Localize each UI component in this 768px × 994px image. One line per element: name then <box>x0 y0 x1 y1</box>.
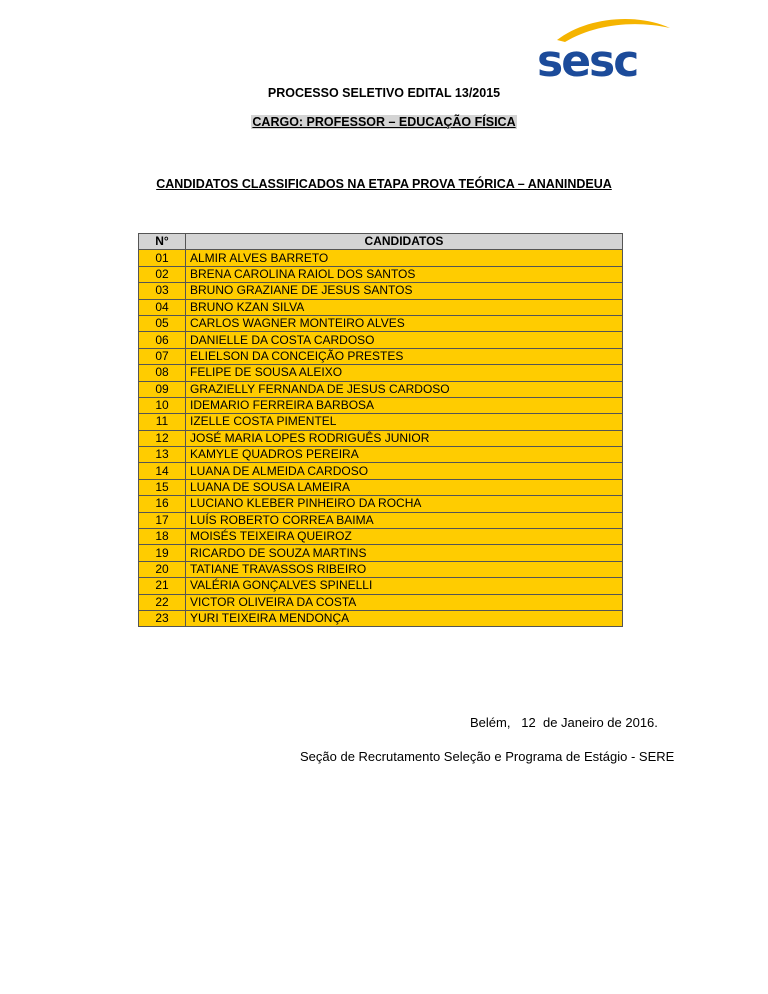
list-subtitle: CANDIDATOS CLASSIFICADOS NA ETAPA PROVA TEÓRICA – ANANINDEUA <box>156 177 612 191</box>
row-number: 21 <box>139 578 186 594</box>
candidate-name: LUANA DE ALMEIDA CARDOSO <box>186 463 623 479</box>
table-row <box>139 250 623 266</box>
candidate-name: ELIELSON DA CONCEIÇÃO PRESTES <box>186 348 623 364</box>
logo-text: sesc <box>537 36 638 84</box>
table-row <box>139 332 623 348</box>
candidate-name: VICTOR OLIVEIRA DA COSTA <box>186 594 623 610</box>
row-number: 03 <box>139 283 186 299</box>
table-body <box>139 250 623 627</box>
row-number: 14 <box>139 463 186 479</box>
candidate-name: LUANA DE SOUSA LAMEIRA <box>186 479 623 495</box>
table-row <box>139 299 623 315</box>
table-row <box>139 447 623 463</box>
candidate-name: LUCIANO KLEBER PINHEIRO DA ROCHA <box>186 496 623 512</box>
row-number: 16 <box>139 496 186 512</box>
row-number: 13 <box>139 447 186 463</box>
row-number: 02 <box>139 266 186 282</box>
candidate-name: ALMIR ALVES BARRETO <box>186 250 623 266</box>
row-number: 01 <box>139 250 186 266</box>
row-number: 19 <box>139 545 186 561</box>
row-number: 23 <box>139 610 186 626</box>
row-number: 12 <box>139 430 186 446</box>
table-row <box>139 610 623 626</box>
row-number: 15 <box>139 479 186 495</box>
sesc-logo <box>535 14 675 84</box>
row-number: 08 <box>139 365 186 381</box>
table-row <box>139 348 623 364</box>
table-header-row <box>139 234 623 250</box>
table-row <box>139 479 623 495</box>
row-number: 22 <box>139 594 186 610</box>
table-row <box>139 578 623 594</box>
row-number: 11 <box>139 414 186 430</box>
candidate-name: IDEMARIO FERREIRA BARBOSA <box>186 397 623 413</box>
col-candidates-header: CANDIDATOS <box>186 234 623 250</box>
table-row <box>139 512 623 528</box>
row-number: 04 <box>139 299 186 315</box>
row-number: 10 <box>139 397 186 413</box>
table-row <box>139 315 623 331</box>
candidate-name: RICARDO DE SOUZA MARTINS <box>186 545 623 561</box>
table-row <box>139 529 623 545</box>
section-signature: Seção de Recrutamento Seleção e Programa de Estágio - SERE <box>300 749 675 764</box>
table-row <box>139 381 623 397</box>
row-number: 06 <box>139 332 186 348</box>
table-row <box>139 283 623 299</box>
table-row <box>139 397 623 413</box>
candidate-name: BRENA CAROLINA RAIOL DOS SANTOS <box>186 266 623 282</box>
table-row <box>139 266 623 282</box>
candidate-name: VALÉRIA GONÇALVES SPINELLI <box>186 578 623 594</box>
candidate-name: BRUNO KZAN SILVA <box>186 299 623 315</box>
candidate-name: LUÍS ROBERTO CORREA BAIMA <box>186 512 623 528</box>
table-row <box>139 561 623 577</box>
candidate-name: CARLOS WAGNER MONTEIRO ALVES <box>186 315 623 331</box>
row-number: 18 <box>139 529 186 545</box>
process-title: PROCESSO SELETIVO EDITAL 13/2015 <box>267 86 501 100</box>
col-number-header: N° <box>139 234 186 250</box>
candidate-name: DANIELLE DA COSTA CARDOSO <box>186 332 623 348</box>
candidate-name: FELIPE DE SOUSA ALEIXO <box>186 365 623 381</box>
candidates-table <box>138 233 623 627</box>
cargo-text: CARGO: PROFESSOR – EDUCAÇÃO FÍSICA <box>252 115 516 129</box>
candidate-name: BRUNO GRAZIANE DE JESUS SANTOS <box>186 283 623 299</box>
cargo-title <box>0 115 768 129</box>
table-row <box>139 496 623 512</box>
table-row <box>139 414 623 430</box>
table-row <box>139 545 623 561</box>
table-row <box>139 463 623 479</box>
candidate-name: JOSÉ MARIA LOPES RODRIGUÊS JUNIOR <box>186 430 623 446</box>
table-row <box>139 365 623 381</box>
candidate-name: MOISÉS TEIXEIRA QUEIROZ <box>186 529 623 545</box>
date-line: Belém, 12 de Janeiro de 2016. <box>470 715 658 730</box>
candidate-name: KAMYLE QUADROS PEREIRA <box>186 447 623 463</box>
candidate-name: GRAZIELLY FERNANDA DE JESUS CARDOSO <box>186 381 623 397</box>
candidate-name: YURI TEIXEIRA MENDONÇA <box>186 610 623 626</box>
table-row <box>139 594 623 610</box>
row-number: 17 <box>139 512 186 528</box>
row-number: 09 <box>139 381 186 397</box>
table-row <box>139 430 623 446</box>
candidate-name: TATIANE TRAVASSOS RIBEIRO <box>186 561 623 577</box>
row-number: 07 <box>139 348 186 364</box>
row-number: 20 <box>139 561 186 577</box>
candidate-name: IZELLE COSTA PIMENTEL <box>186 414 623 430</box>
row-number: 05 <box>139 315 186 331</box>
